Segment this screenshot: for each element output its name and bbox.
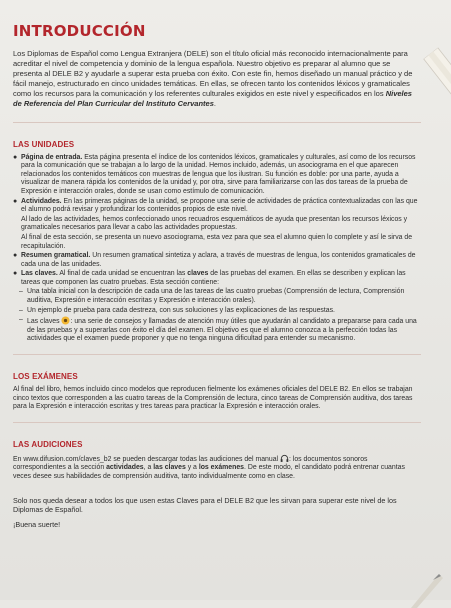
audiciones-text-c: , a <box>143 464 154 472</box>
audiciones-text-a: En www.difusion.com/claves_b2 se pueden descargar todas las audiciones del manual <box>13 455 280 463</box>
item-text: Al final de cada unidad se encuentran las <box>57 270 188 278</box>
intro-reference: Niveles de Referencia del Plan Curricular del Instituto Cervantes <box>13 89 412 109</box>
dash-item-claves <box>13 316 421 344</box>
section-audiciones <box>13 422 421 482</box>
item-text: Esta página presenta el índice de los contenidos léxicos, gramaticales y culturales, así como de los recursos para la comunicación que se trabajan a lo largo de la unidad. Hemos incluido, además, un asociograma en el que aparecen relacionados los contenidos temáticos con muestras de lengua que los ilustran. Su función es doble: por una parte, ayuda a visualizar de manera rápida los contenidos de la unidad y, por otra, sirve para familiarizarse con las dos tareas de la prueba de Expresión e interacción orales, donde se usan como estímulo de comunicación. <box>21 153 416 195</box>
item-bold: claves <box>187 270 209 278</box>
item-text: En las primeras páginas de la unidad, se propone una serie de actividades de práctica contextualizadas con las que el alumno podrá revisar y profundizar los contenidos propios de este nivel. <box>21 197 418 214</box>
item-label: Las claves. <box>21 270 58 278</box>
list-item-resumen <box>13 252 421 269</box>
item-text: Un resumen gramatical sintetiza y aclara, a través de muestras de lengua, los contenidos gramaticales de cada una de las unidades. <box>21 252 416 268</box>
pencil-tip-image <box>403 568 443 608</box>
dash-text: Una tabla inicial con la descripción de cada una de las tareas de las cuatro pruebas (Comprensión de lectura, Comprensión auditiva, Expresión e interacción escritas y Expresión e interacción orales). <box>27 288 405 305</box>
dash-text: : una serie de consejos y llamadas de atención muy útiles que ayudarán al candidato a prepararse para cada una de las pruebas y a superarlas con éxito el día del examen. El objetivo es que el alumno conozca a la perfección todas las actividades que el examen puede proponer y que no tenga ninguna dificultad para entender su mecanismo. <box>27 318 417 343</box>
item-text: de las pruebas del examen. En ellas se describen y explican las tareas que componen las cuatro pruebas. Esta sección contiene: <box>21 270 406 286</box>
audiciones-bold-1: actividades <box>106 464 144 472</box>
dash-icon: – <box>19 306 23 314</box>
dash-text: Un ejemplo de prueba para cada destreza, con sus soluciones y las explicaciones de las respuestas. <box>27 306 335 314</box>
dash-text: Las claves <box>27 318 62 326</box>
audiciones-text-d: y a <box>185 464 199 472</box>
bullet-icon: ● <box>13 252 18 260</box>
actividades-paragraph-2: Al lado de las actividades, hemos confeccionado unos recuadros esquemáticos de ayuda que presentan los recursos léxicos y gramaticales necesarios para llevar a cabo las actividades propuestas. <box>21 215 408 232</box>
list-item-claves <box>13 270 421 287</box>
page-title: INTRODUCCIÓN <box>13 22 146 40</box>
dash-item-ejemplo <box>13 307 421 316</box>
audiciones-text <box>13 454 421 482</box>
headphones-icon <box>280 454 289 463</box>
section-unidades <box>13 122 421 344</box>
bullet-icon: ● <box>13 197 18 205</box>
closing-paragraph: Solo nos queda desear a todos los que usen estas Claves para el DELE B2 que les sirvan para superar este nivel de los Diplomas de Español. <box>13 495 397 514</box>
intro-paragraph <box>13 49 421 110</box>
audiciones-bold-2: las claves <box>153 464 186 472</box>
audiciones-text-b: : los documentos sonoros correspondientes a la sección <box>13 455 368 472</box>
intro-text: Los Diplomas de Español como Lengua Extranjera (DELE) son el título oficial más reconocido internacionalmente para acreditar el nivel de competencia y dominio de la lengua española. Nuestro objetivo es preparar al alumno que se presenta al DELE B2 y ayudarle a superar esta prueba con éxito. Con este fin, hemos diseñado un manual práctico y de fácil manejo, estructurado en cinco unidades temáticas. En ellas, se ofrecen tanto los contenidos léxicos y gramaticales como los recursos para la comunicación y los referentes culturales exigidos en este nivel y especificados en los <box>13 49 413 99</box>
bullet-icon: ● <box>13 270 18 278</box>
section-heading-unidades: LAS UNIDADES <box>13 139 75 149</box>
audiciones-bold-3: los exámenes <box>198 464 245 472</box>
item-label: Actividades. <box>21 197 62 205</box>
dash-icon: – <box>19 316 23 324</box>
audiciones-text-e: . De este modo, el candidato podrá entrenar cuantas veces desee sus habilidades de comprensión auditiva, tanto individualmente como en clase. <box>13 464 405 480</box>
section-heading-audiciones: LAS AUDICIONES <box>13 439 83 449</box>
actividades-paragraph-3: Al final de esta sección, se presenta un nuevo asociograma, esta vez para que sea el alumno quien lo complete y así le sirva de recapitulación. <box>21 233 413 250</box>
section-examenes <box>13 354 421 412</box>
section-heading-examenes: LOS EXÁMENES <box>13 372 78 382</box>
dash-item-tabla <box>13 288 421 305</box>
document-content <box>13 22 421 529</box>
list-item-actividades <box>13 198 421 215</box>
item-label: Página de entrada. <box>21 153 83 161</box>
closing-signoff: ¡Buena suerte! <box>13 520 61 529</box>
intro-end: . <box>213 99 216 109</box>
examenes-text: Al final del libro, hemos incluido cinco modelos que reproducen fielmente los exámenes oficiales del DELE B2. En ellos se trabajan cinco textos que corresponden a las cuatro tareas de la Comprensión de lectura, cinco tareas de Comprensión auditiva, dos tareas para la Expresión e interacción escritas y tres tareas para practicar la Expresión e interacción orales. <box>13 386 413 411</box>
item-label: Resumen gramatical. <box>21 252 91 260</box>
list-item-entrada <box>13 154 421 197</box>
bullet-icon: ● <box>13 153 18 161</box>
dash-icon: – <box>19 288 23 296</box>
